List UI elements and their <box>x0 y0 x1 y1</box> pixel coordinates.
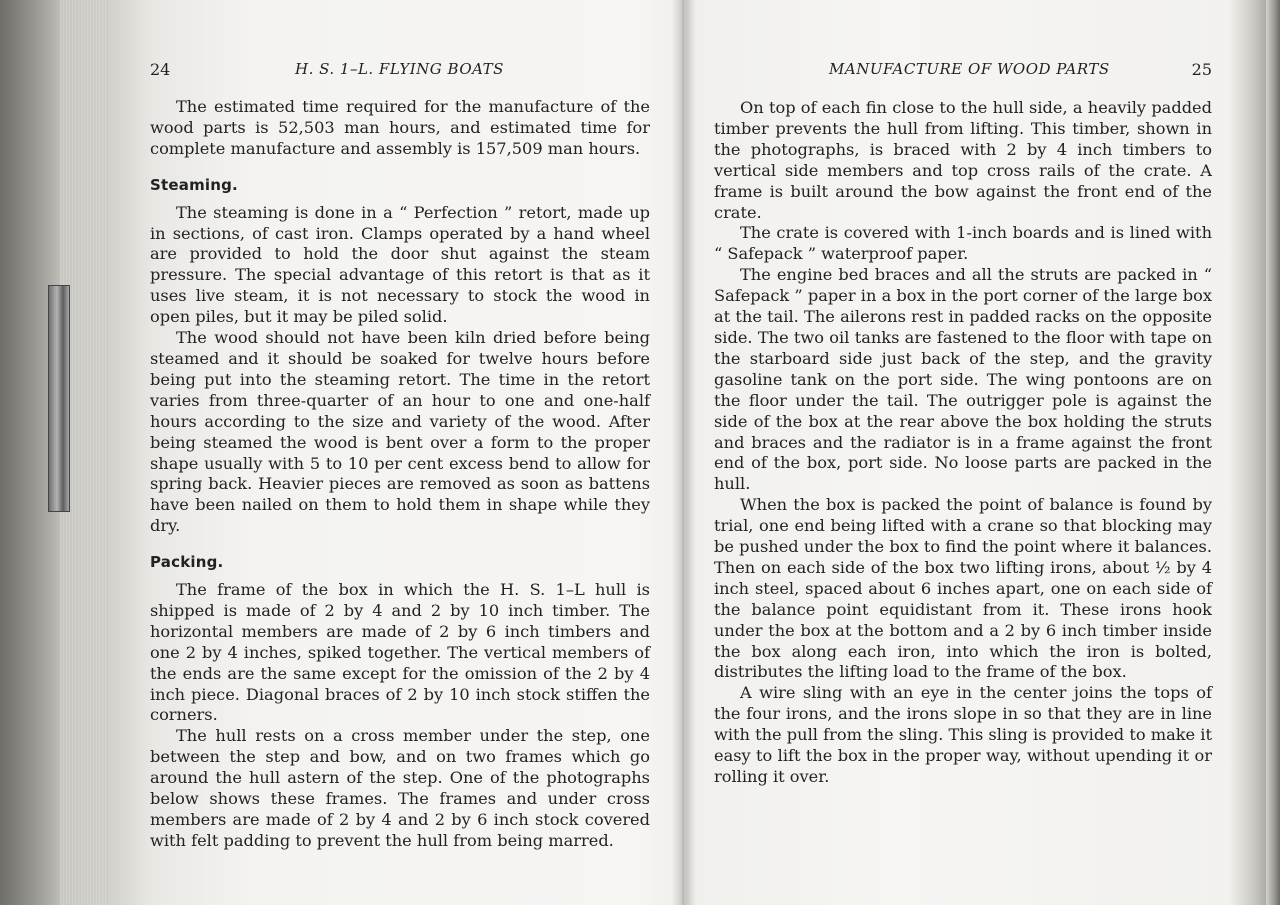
left-running-head <box>150 60 650 80</box>
photo-insert-edge <box>48 285 70 512</box>
running-head-title: MANUFACTURE OF WOOD PARTS <box>829 60 1110 78</box>
left-page-body <box>150 97 650 852</box>
paragraph: When the box is packed the point of balance is found by trial, one end being lifted with a crane so that blocking may be pushed under the box to find the point where it balances. Then on each side of the box two lifting irons, about ½ by 4 inch steel, spaced about 6 inches apart, one on each side of the balance point equidistant from it. These irons hook under the box at the bottom and a 2 by 6 inch timber inside the box along each iron, into which the iron is bolted, distributes the lifting load to the frame of the box. <box>714 495 1212 682</box>
paragraph: A wire sling with an eye in the center joins the tops of the four irons, and the irons slope in so that they are in line with the pull from the sling. This sling is provided to make it easy to lift the box in the proper way, without upending it or rolling it over. <box>714 683 1212 786</box>
paragraph: The engine bed braces and all the struts are packed in “ Safepack ” paper in a box in the port corner of the large box at the tail. The ailerons rest in padded racks on the opposite side. The two oil tanks are fastened to the floor with tape on the starboard side just back of the step, and the gravity gasoline tank on the port side. The wing pontoons are on the floor under the tail. The outrigger pole is against the side of the box at the rear above the box holding the struts and braces and the radiator is in a frame against the front end of the box, port side. No loose parts are packed in the hull. <box>714 265 1212 494</box>
left-page <box>150 0 650 905</box>
intro-paragraph: The estimated time required for the manufacture of the wood parts is 52,503 man hours, and estimated time for complete manufacture and assembly is 157,509 man hours. <box>150 97 650 158</box>
paragraph: The wood should not have been kiln dried before being steamed and it should be soaked for twelve hours before being put into the steaming retort. The time in the retort varies from three-quarter of an hour to one and one-half hours according to the size and variety of the wood. After being steamed the wood is bent over a form to the proper shape usually with 5 to 10 per cent excess bend to allow for spring back. Heavier pieces are removed as soon as battens have been nailed on them to hold them in shape while they dry. <box>150 328 650 536</box>
page-number: 25 <box>1191 60 1212 79</box>
paragraph: The steaming is done in a “ Perfection ” retort, made up in sections, of cast iron. Clamps operated by a hand wheel are provided to hold the door shut against the steam pressure. The special advantage of this retort is that as it uses live steam, it is not necessary to stock the wood in open piles, but it may be piled solid. <box>150 202 650 327</box>
paragraph: On top of each fin close to the hull side, a heavily padded timber prevents the hull from lifting. This timber, shown in the photographs, is braced with 2 by 4 inch timbers to vertical side members and top cross rails of the crate. A frame is built around the bow against the front end of the crate. <box>714 98 1212 222</box>
section-heading-steaming: Steaming. <box>150 175 238 194</box>
book-gutter <box>672 0 694 905</box>
right-page-edge <box>1266 0 1280 905</box>
paragraph: The crate is covered with 1-inch boards and is lined with “ Safepack ” waterproof paper. <box>714 223 1212 264</box>
section-heading-packing: Packing. <box>150 553 224 572</box>
running-head-title: H. S. 1–L. FLYING BOATS <box>295 60 504 78</box>
right-page-body <box>714 98 1212 788</box>
right-running-head <box>714 60 1212 80</box>
page-number: 24 <box>150 60 171 79</box>
paragraph: The frame of the box in which the H. S. 1–L hull is shipped is made of 2 by 4 and 2 by 10 inch timber. The horizontal members are made of 2 by 6 inch timbers and one 2 by 4 inches, spiked together. The vertical members of the ends are the same except for the omission of the 2 by 4 inch piece. Diagonal braces of 2 by 10 inch stock stiffen the corners. <box>150 580 650 725</box>
right-page <box>714 0 1212 905</box>
paragraph: The hull rests on a cross member under the step, one between the step and bow, and on two frames which go around the hull astern of the step. One of the photographs below shows these frames. The frames and under cross members are made of 2 by 4 and 2 by 6 inch stock covered with felt padding to prevent the hull from being marred. <box>150 726 650 850</box>
